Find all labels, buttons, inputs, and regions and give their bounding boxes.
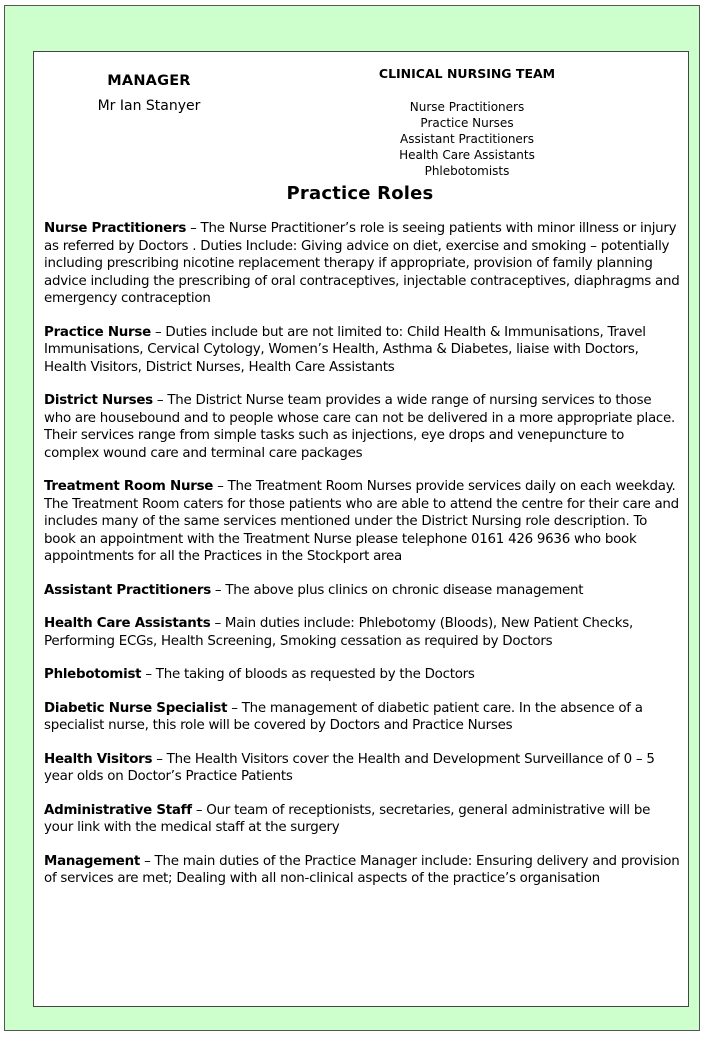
manager-name: Mr Ian Stanyer <box>97 98 201 114</box>
role-description: – The taking of bloods as requested by the Doctors <box>141 667 475 682</box>
clinical-team-heading: CLINICAL NURSING TEAM <box>378 66 556 81</box>
clinical-team-member: Nurse Practitioners <box>409 100 525 114</box>
role-name: District Nurses <box>44 393 153 408</box>
manager-block <box>64 73 234 114</box>
role-description: – The District Nurse team provides a wide range of nursing services to those who are housebound and to people whose care can not be delivered in a more appropriate place. Their services range from simple tasks such as injections, eye drops and venepuncture to complex wound care and terminal care packages <box>44 393 676 461</box>
role-name: Phlebotomist <box>44 667 142 682</box>
role-description: – Our team of receptionists, secretaries, general administrative will be your link with the medical staff at the surgery <box>44 802 651 835</box>
role-entry <box>44 220 682 308</box>
role-entry <box>44 324 682 377</box>
role-description: – The above plus clinics on chronic disease management <box>210 582 584 598</box>
role-entry <box>44 853 682 888</box>
role-description: – The main duties of the Practice Manager include: Ensuring delivery and provision of services are met; Dealing with all non-clinical aspects of the practice’s organisation <box>44 853 680 886</box>
role-name: Health Visitors <box>44 751 153 767</box>
role-name: Management <box>44 853 141 869</box>
role-name: Assistant Practitioners <box>44 582 211 598</box>
clinical-team-member: Phlebotomists <box>424 164 510 178</box>
clinical-team-block <box>330 66 604 179</box>
role-name: Treatment Room Nurse <box>44 479 214 494</box>
role-description: – The Treatment Room Nurses provide services daily on each weekday. The Treatment Room caters for those patients who are able to attend the centre for their care and includes many of the same services mentioned under the District Nursing role description. To book an appointment with the Treatment Nurse please telephone 0161 426 9636 who book appointments for all the Practices in the Stockport area <box>44 479 679 564</box>
clinical-team-member: Assistant Practitioners <box>400 132 534 146</box>
role-name: Health Care Assistants <box>44 616 211 631</box>
clinical-team-member: Health Care Assistants <box>399 148 535 162</box>
role-description: – Main duties include: Phlebotomy (Bloods), New Patient Checks, Performing ECGs, Health Screening, Smoking cessation as required by Doctors <box>44 616 633 649</box>
role-entry <box>44 478 682 566</box>
manager-heading: MANAGER <box>107 73 191 89</box>
role-name: Diabetic Nurse Specialist <box>44 700 228 716</box>
roles-list <box>44 220 682 904</box>
role-name: Nurse Practitioners <box>44 221 187 236</box>
role-entry <box>44 615 682 650</box>
role-name: Administrative Staff <box>44 802 192 818</box>
role-description: – Duties include but are not limited to: Child Health & Immunisations, Travel Immunisations, Cervical Cytology, Women’s Health, Asthma & Diabetes, liaise with Doctors, Health Visitors, District Nurses, Health Care Assistants <box>44 324 646 375</box>
role-description: – The Nurse Practitioner’s role is seeing patients with minor illness or injury as referred by Doctors . Duties Include: Giving advice on diet, exercise and smoking – potentially including prescribing nicotine replacement therapy if appropriate, provision of family planning advice including the prescribing of oral contraceptives, injectable contraceptives, diaphragms and emergency contraception <box>44 221 680 306</box>
role-entry <box>44 751 682 786</box>
clinical-team-member: Practice Nurses <box>420 116 514 130</box>
role-entry <box>44 582 682 600</box>
page-title: Practice Roles <box>286 183 434 204</box>
role-entry <box>44 700 682 735</box>
role-description: – The management of diabetic patient care. In the absence of a specialist nurse, this role will be covered by Doctors and Practice Nurses <box>44 700 643 733</box>
role-description: – The Health Visitors cover the Health and Development Surveillance of 0 – 5 year olds on Doctor’s Practice Patients <box>44 751 655 784</box>
role-name: Practice Nurse <box>44 324 151 340</box>
role-entry <box>44 666 682 684</box>
role-entry <box>44 802 682 837</box>
role-entry <box>44 392 682 462</box>
